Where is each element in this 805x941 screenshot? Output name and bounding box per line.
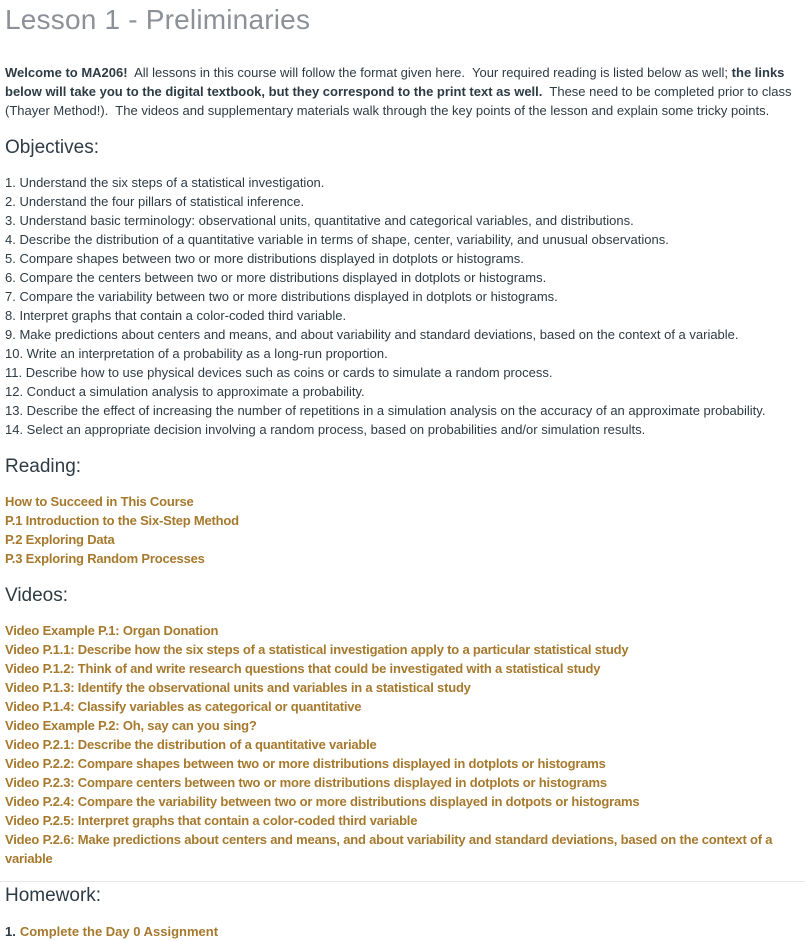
objective-item: 11. Describe how to use physical devices such as coins or cards to simulate a random process. — [5, 365, 553, 380]
intro-bold-lead: Welcome to MA206! — [5, 65, 128, 80]
video-link-p1-2[interactable]: Video P.1.2: Think of and write research questions that could be investigated with a statistical study — [5, 661, 601, 676]
video-link-p2-3[interactable]: Video P.2.3: Compare centers between two or more distributions displayed in dotplots or histograms — [5, 775, 607, 790]
reading-link-p2[interactable]: P.2 Exploring Data — [5, 532, 115, 547]
page-title: Lesson 1 - Preliminaries — [5, 4, 311, 35]
video-link-p1-4[interactable]: Video P.1.4: Classify variables as categorical or quantitative — [5, 699, 362, 714]
video-link-example-p1[interactable]: Video Example P.1: Organ Donation — [5, 623, 219, 638]
objectives-heading: Objectives: — [5, 137, 99, 158]
reading-link-how-to-succeed[interactable]: How to Succeed in This Course — [5, 494, 194, 509]
reading-link-p3[interactable]: P.3 Exploring Random Processes — [5, 551, 205, 566]
video-link-p2-6[interactable]: Video P.2.6: Make predictions about centers and means, and about variability and standard deviations, based on the context of a variable — [5, 832, 773, 866]
homework-heading: Homework: — [5, 885, 102, 906]
objective-item: 2. Understand the four pillars of statistical inference. — [5, 194, 305, 209]
video-link-p1-3[interactable]: Video P.1.3: Identify the observational units and variables in a statistical study — [5, 680, 471, 695]
homework-item-number: 1. — [5, 924, 16, 939]
objective-item: 10. Write an interpretation of a probability as a long-run proportion. — [5, 346, 388, 361]
page-bottom-divider — [0, 881, 805, 882]
homework-item — [5, 922, 799, 941]
intro-paragraph — [5, 63, 799, 120]
intro-text-2: These need to be completed prior to class (Thayer Method!). The videos and supplementary materials walk through the key points of the lesson and explain some tricky points. — [5, 84, 796, 118]
video-link-p2-2[interactable]: Video P.2.2: Compare shapes between two or more distributions displayed in dotplots or histograms — [5, 756, 606, 771]
video-link-p1-1[interactable]: Video P.1.1: Describe how the six steps of a statistical investigation apply to a particular statistical study — [5, 642, 629, 657]
objectives-list — [5, 173, 799, 439]
objective-item: 4. Describe the distribution of a quantitative variable in terms of shape, center, variability, and unusual observations. — [5, 232, 669, 247]
objective-item: 3. Understand basic terminology: observational units, quantitative and categorical variables, and distributions. — [5, 213, 634, 228]
video-link-p2-5[interactable]: Video P.2.5: Interpret graphs that contain a color-coded third variable — [5, 813, 418, 828]
reading-link-p1[interactable]: P.1 Introduction to the Six-Step Method — [5, 513, 239, 528]
objective-item: 8. Interpret graphs that contain a color-coded third variable. — [5, 308, 347, 323]
objective-item: 13. Describe the effect of increasing the number of repetitions in a simulation analysis on the accuracy of an approximate probability. — [5, 403, 766, 418]
objective-item: 7. Compare the variability between two or more distributions displayed in dotplots or histograms. — [5, 289, 558, 304]
objective-item: 14. Select an appropriate decision involving a random process, based on probabilities and/or simulation results. — [5, 422, 646, 437]
video-links — [5, 621, 799, 868]
video-link-example-p2[interactable]: Video Example P.2: Oh, say can you sing? — [5, 718, 257, 733]
objective-item: 9. Make predictions about centers and means, and about variability and standard deviations, based on the context of a variable. — [5, 327, 739, 342]
objective-item: 1. Understand the six steps of a statistical investigation. — [5, 175, 325, 190]
intro-bold-mid: the links below will take you to the digital textbook, but they correspond to the print text as well. — [5, 65, 789, 99]
video-link-p2-4[interactable]: Video P.2.4: Compare the variability between two or more distributions displayed in dotpots or histograms — [5, 794, 640, 809]
reading-links — [5, 492, 799, 568]
video-link-p2-1[interactable]: Video P.2.1: Describe the distribution of a quantitative variable — [5, 737, 377, 752]
intro-text-1: All lessons in this course will follow the format given here. Your required reading is listed below as well; — [127, 65, 732, 80]
objective-item: 6. Compare the centers between two or more distributions displayed in dotplots or histograms. — [5, 270, 547, 285]
objective-item: 5. Compare shapes between two or more distributions displayed in dotplots or histograms. — [5, 251, 524, 266]
videos-heading: Videos: — [5, 585, 69, 606]
objective-item: 12. Conduct a simulation analysis to approximate a probability. — [5, 384, 365, 399]
reading-heading: Reading: — [5, 456, 82, 477]
homework-link-day0-assignment[interactable]: Complete the Day 0 Assignment — [19, 924, 219, 939]
